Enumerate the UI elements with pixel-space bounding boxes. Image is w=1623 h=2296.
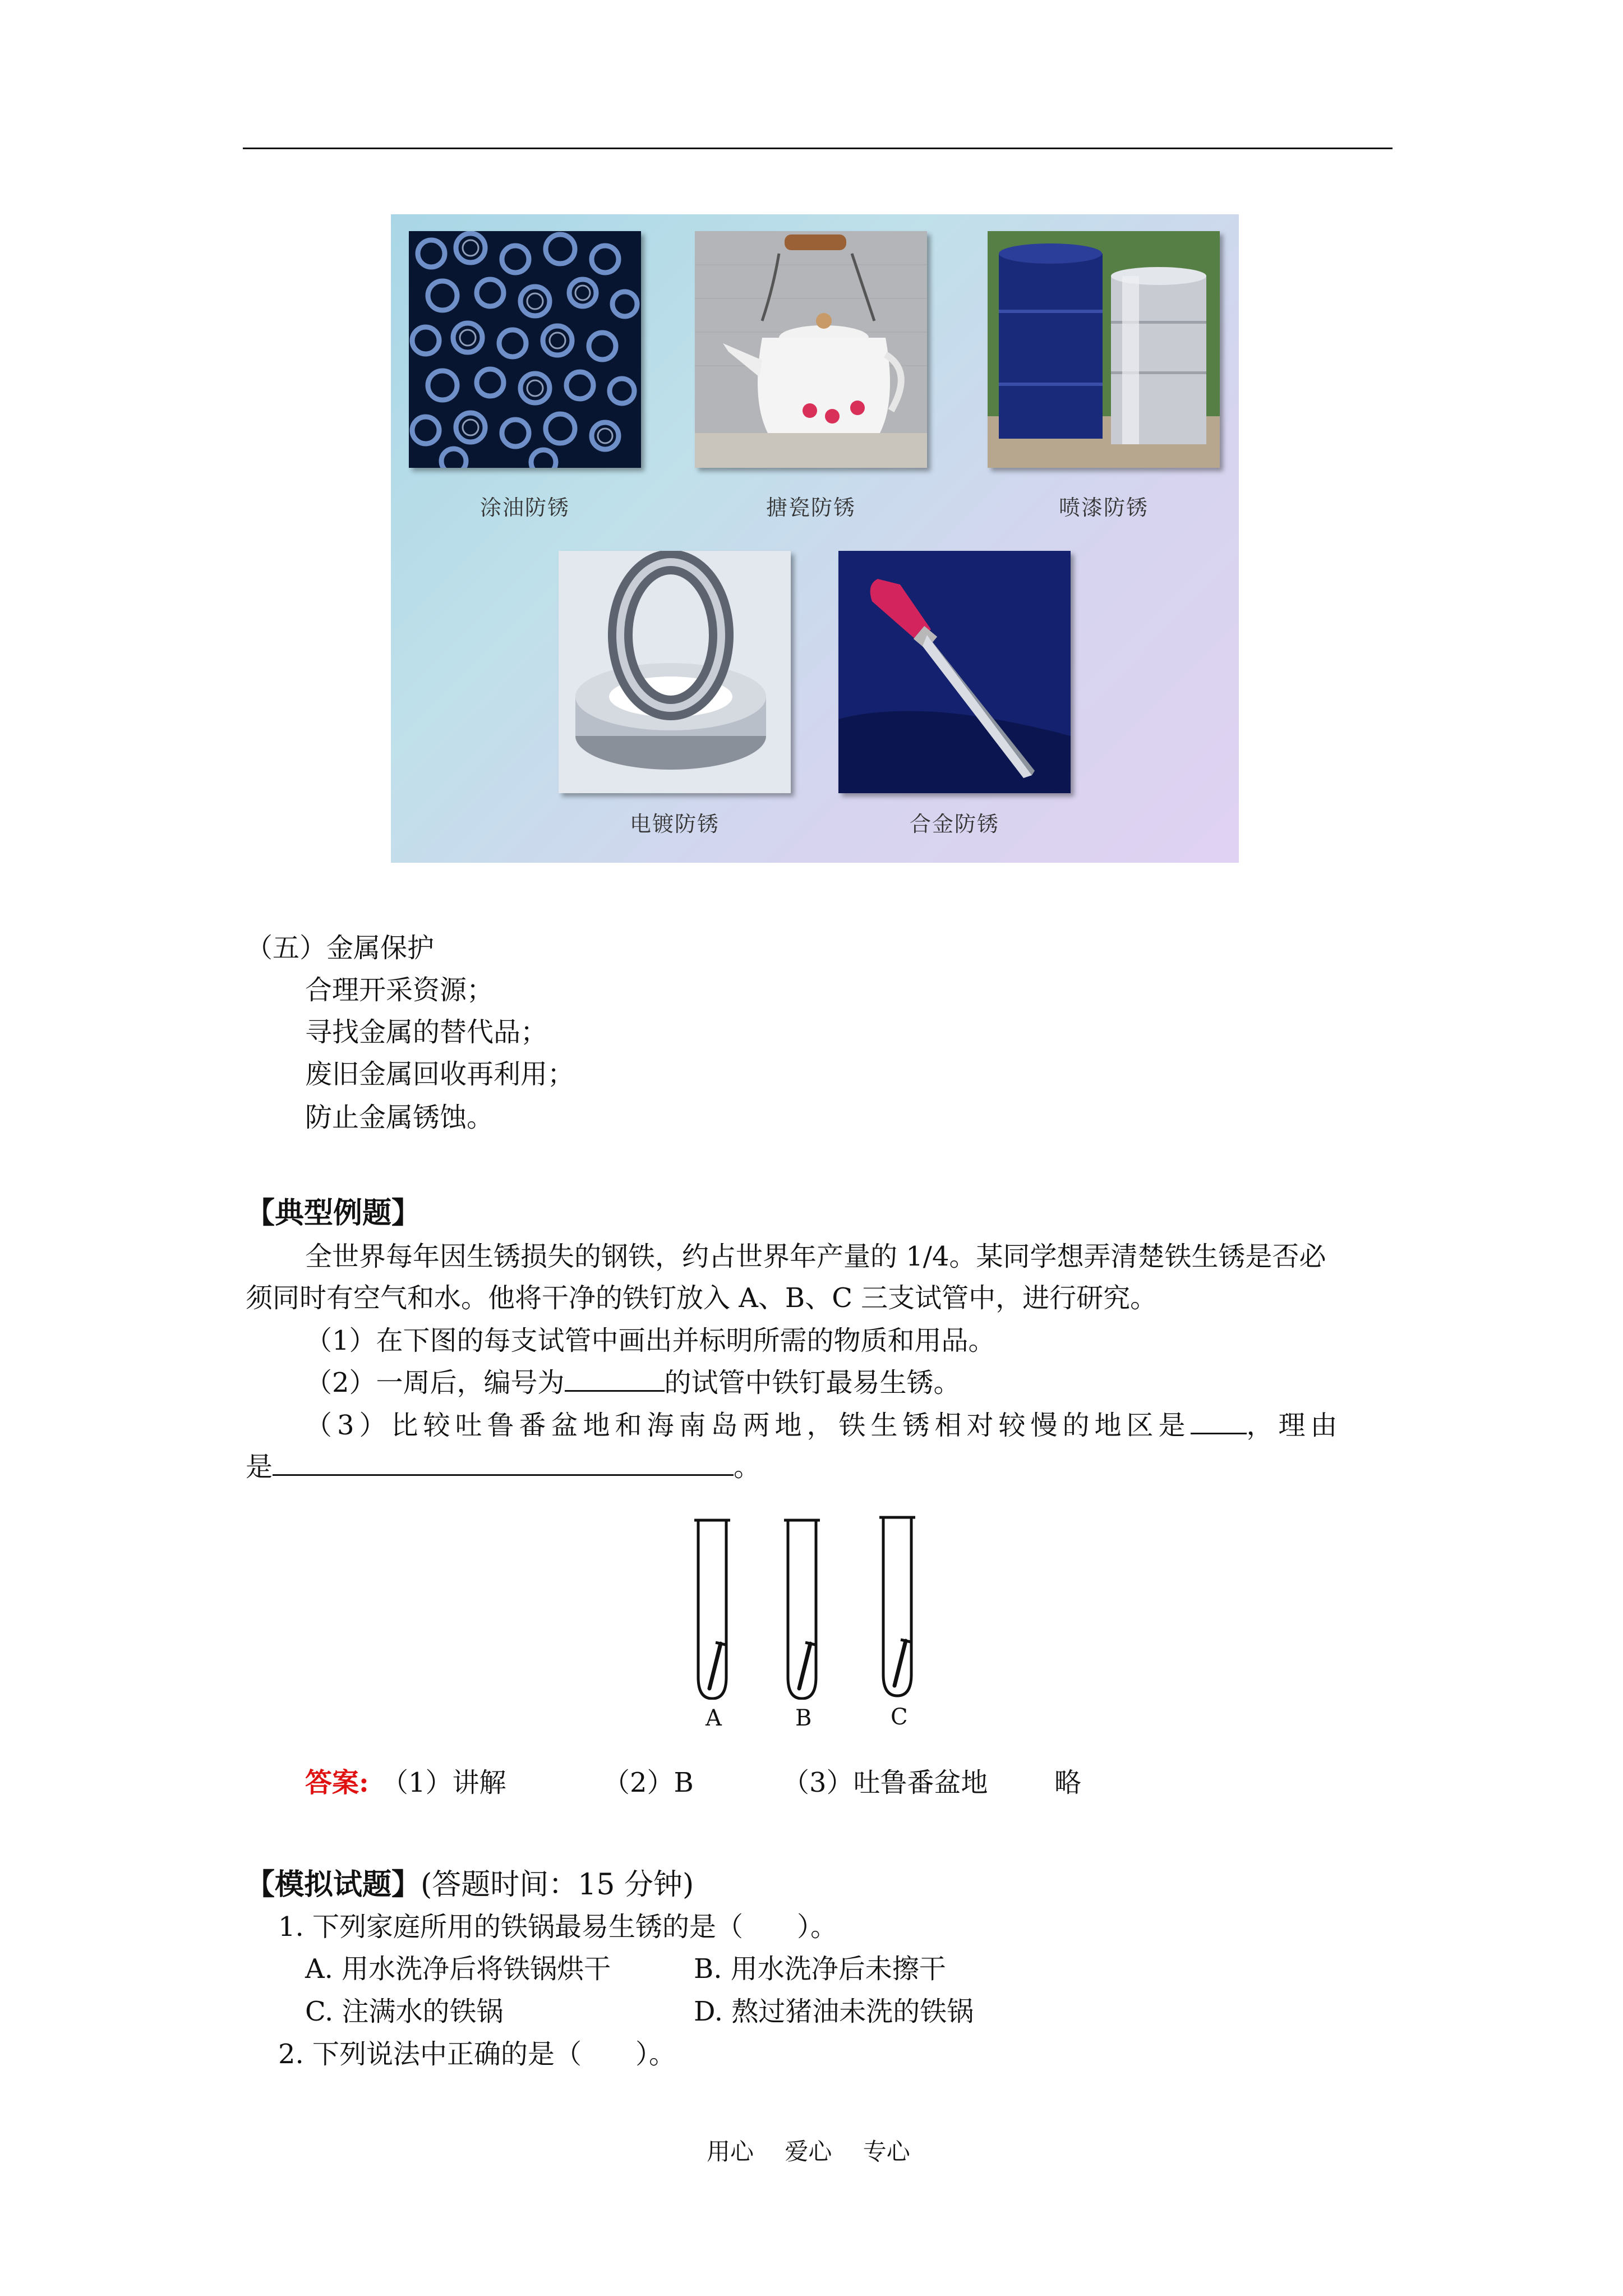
mock-question-1: 1. 下列家庭所用的铁锅最易生锈的是（ ）。 [278, 1911, 838, 1943]
answer-part-4: 略 [1054, 1767, 1082, 1798]
q3-middle: ，理由 [1246, 1410, 1343, 1441]
example-question-3 [305, 1408, 1343, 1442]
example-heading: 【典型例题】 [246, 1197, 421, 1230]
q3-prefix: （3）比较吐鲁番盆地和海南岛两地，铁生锈相对较慢的地区是 [305, 1410, 1191, 1441]
tube-label-c: C [891, 1704, 908, 1730]
answer-part-3: （3）吐鲁番盆地 [782, 1767, 988, 1798]
q3-line2-prefix: 是 [246, 1451, 273, 1483]
answer-part-2: （2）B [603, 1767, 694, 1798]
enamel-kettle-photo [695, 231, 927, 468]
caption-paint: 喷漆防锈 [1058, 495, 1149, 520]
section5-item-2: 寻找金属的替代品； [305, 1016, 548, 1048]
mock-q1-option-d: D. 熬过猪油未洗的铁锅 [694, 1996, 974, 2027]
example-question-2 [305, 1365, 961, 1400]
mock-q1-option-c: C. 注满水的铁锅 [305, 1996, 504, 2027]
painted-cans-photo [988, 231, 1220, 468]
mock-q1-option-b: B. 用水洗净后未擦干 [694, 1953, 946, 1985]
tube-label-b: B [795, 1705, 812, 1731]
example-question-1: （1）在下图的每支试管中画出并标明所需的物质和用品。 [305, 1325, 995, 1356]
mock-time-note: (答题时间：15 分钟) [421, 1868, 694, 1902]
mock-heading: 【模拟试题】 [246, 1868, 421, 1902]
page-footer: 用心 爱心 专心 [707, 2138, 910, 2165]
example-question-3-line2 [246, 1450, 760, 1484]
section5-item-4: 防止金属锈蚀。 [305, 1102, 494, 1133]
electroplated-rings-photo [559, 551, 791, 793]
answer-label: 答案: [305, 1767, 369, 1798]
answer-line [305, 1766, 369, 1800]
mock-q1-option-a: A. 用水洗净后将铁锅烘干 [305, 1953, 611, 1985]
tube-label-a: A [706, 1705, 722, 1731]
alloy-knife-photo [838, 551, 1071, 793]
caption-plating: 电镀防锈 [629, 812, 720, 836]
example-paragraph-line2: 须同时有空气和水。他将干净的铁钉放入 A、B、C 三支试管中，进行研究。 [246, 1282, 1158, 1314]
q2-prefix: （2）一周后，编号为 [305, 1367, 565, 1398]
caption-enamel: 搪瓷防锈 [766, 495, 856, 520]
example-paragraph-line1: 全世界每年因生锈损失的钢铁，约占世界年产量的 1/4。某同学想弄清楚铁生锈是否必 [305, 1241, 1326, 1272]
mock-question-2: 2. 下列说法中正确的是（ ）。 [278, 2039, 676, 2070]
section5-item-1: 合理开采资源； [305, 974, 494, 1006]
q3-line2-suffix: 。 [734, 1451, 761, 1483]
mock-heading-line [246, 1868, 694, 1902]
rust-prevention-photo-collage [391, 214, 1239, 863]
q3-region-blank[interactable] [1191, 1408, 1247, 1434]
section5-heading: （五）金属保护 [246, 932, 435, 964]
caption-oil: 涂油防锈 [479, 495, 570, 520]
oiled-nuts-photo [409, 231, 641, 468]
caption-alloy: 合金防锈 [909, 812, 999, 836]
q3-reason-blank[interactable] [273, 1450, 734, 1476]
answer-part-1: （1）讲解 [381, 1767, 506, 1798]
test-tubes-figure [684, 1509, 942, 1745]
header-rule [243, 148, 1393, 149]
q2-suffix: 的试管中铁钉最易生锈。 [664, 1367, 961, 1398]
section5-item-3: 废旧金属回收再利用； [305, 1059, 575, 1090]
q2-answer-blank[interactable] [565, 1365, 665, 1392]
